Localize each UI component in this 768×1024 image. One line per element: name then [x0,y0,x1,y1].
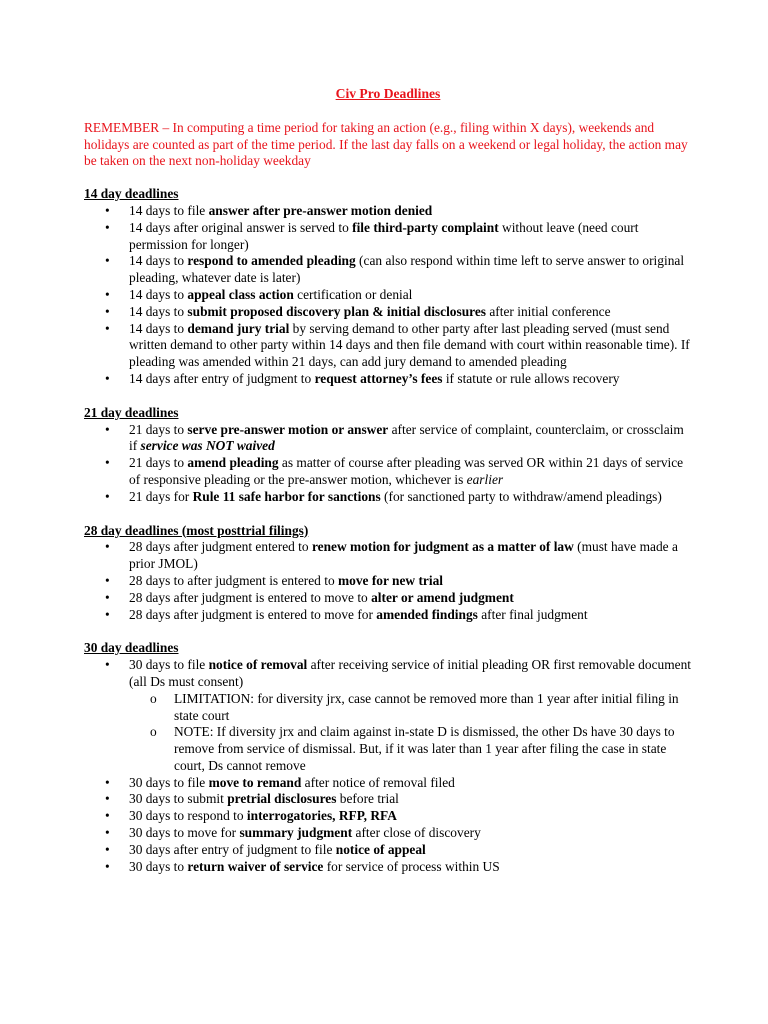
deadline-text [129,287,412,302]
item-text: 28 days after judgment is entered to move for [129,606,377,622]
item-text: NOTE: If diversity jrx and claim against in-state D is dismissed, the other Ds have 30 days to remove from service of dismissal. But, if it was later than 1 year after filing the case in state court, Ds cannot remove [174,724,675,773]
bullet-icon: • [105,303,110,319]
deadline-item [84,607,692,624]
deadline-text [129,455,683,487]
deadline-text [129,775,455,790]
deadline-item [84,842,692,859]
item-text: 30 days to respond to [129,808,247,824]
deadline-text [129,422,684,454]
sub-item [129,691,692,725]
reminder-note: REMEMBER – In computing a time period for taking an action (e.g., filing within X days), weekends and holidays are counted as part of the time period. If the last day falls on a weekend or legal holiday, the action may be taken on the next non-holiday weekday [84,119,688,169]
bullet-icon: • [105,286,110,302]
bullet-icon: • [105,219,110,235]
item-text: 28 days after judgment entered to [129,539,312,555]
deadline-item [84,203,692,220]
item-text: after close of discovery [352,825,481,841]
sub-item-text [174,691,679,723]
item-text: 30 days after entry of judgment to file [129,841,336,857]
item-text: (can also respond within time left to serve answer to original pleading, whatever date is later) [129,253,685,286]
item-text: (must have made a prior JMOL) [129,539,678,572]
bold-term: notice of appeal [335,841,426,857]
deadline-text [129,220,638,252]
document-page [84,86,692,892]
item-text: after final judgment [477,606,588,622]
bold-term: request attorney’s fees [314,370,443,386]
bold-term: renew motion for judgment as a matter of law [311,539,574,555]
item-text: if statute or rule allows recovery [442,370,620,386]
bullet-icon: • [105,370,110,386]
deadline-text [129,321,690,370]
bullet-icon: • [105,606,110,622]
deadline-text [129,590,514,605]
item-text: after initial conference [486,303,611,319]
deadline-item [84,573,692,590]
section-heading: 14 day deadlines [84,186,179,202]
item-text: 14 days after original answer is served to [129,219,353,235]
bold-term: respond to amended pleading [187,253,356,269]
deadline-item [84,825,692,842]
deadline-text [129,808,397,823]
bold-term: Rule 11 safe harbor for sanctions [192,488,381,504]
bold-term: pretrial disclosures [227,791,337,807]
bullet-icon: • [105,825,110,841]
deadline-list [84,657,692,875]
section-30-day-deadlines [84,640,692,875]
item-text: for service of process within US [323,858,500,874]
bold-term: serve pre-answer motion or answer [187,421,389,437]
deadline-item [84,321,692,371]
item-text: certification or denial [293,286,413,302]
item-text: 21 days to [129,421,188,437]
item-text: 28 days after judgment is entered to move to [129,589,372,605]
bold-term: return waiver of service [187,858,324,874]
bold-term: file third-party complaint [352,219,499,235]
sub-item-text [174,724,675,773]
bullet-icon: • [105,421,110,437]
deadline-item [84,304,692,321]
bold-term: appeal class action [187,286,294,302]
section-heading: 21 day deadlines [84,404,179,420]
bold-term: alter or amend judgment [371,589,514,605]
item-text: 14 days to [129,303,188,319]
deadline-item [84,791,692,808]
bold-term: interrogatories, RFP, RFA [246,808,397,824]
deadline-item [84,253,692,287]
deadline-text [129,825,481,840]
bullet-icon: • [105,455,110,471]
deadline-text [129,371,619,386]
item-text: 28 days to after judgment is entered to [129,572,338,588]
item-text: 14 days after entry of judgment to [129,370,315,386]
deadline-item [84,455,692,489]
item-text: after notice of removal filed [301,774,455,790]
item-text: 30 days to move for [129,825,240,841]
section-21-day-deadlines [84,405,692,506]
bold-term: amend pleading [187,455,279,471]
bold-term: move to remand [208,774,302,790]
italic-text: earlier [466,471,504,487]
section-heading: 30 day deadlines [84,640,179,656]
item-text: by serving demand to other party after last pleading served (must send written demand to other party within 14 days and then file demand with court within reasonable time). If pleading was amended within 21 days, can add jury demand to amended pleading [129,320,690,370]
item-text: LIMITATION: for diversity jrx, case cannot be removed more than 1 year after initial filing in state court [174,690,679,723]
deadline-item [84,775,692,792]
item-text: as matter of course after pleading was served OR within 21 days of service of responsive pleading or the pre-answer motion, whichever is [129,455,684,487]
deadline-item [84,539,692,573]
bold-term: submit proposed discovery plan & initial disclosures [187,303,487,319]
bold-term: demand jury trial [187,320,290,336]
item-text: after receiving service of initial pleading OR first removable document (all Ds must consent) [129,657,691,689]
bold-term: notice of removal [208,657,308,673]
deadline-list [84,422,692,506]
bullet-icon: • [105,858,110,874]
bullet-icon: • [105,657,110,673]
item-text: without leave (need court permission for longer) [129,219,639,252]
bullet-icon: • [105,202,110,218]
deadline-item [84,859,692,876]
deadline-text [129,489,662,504]
deadline-list [84,203,692,388]
item-text: 14 days to [129,286,188,302]
item-text: 14 days to file [129,202,209,218]
circle-bullet-icon: o [150,690,157,706]
item-text: 14 days to [129,253,188,269]
bullet-icon: • [105,808,110,824]
item-text: (for sanctioned party to withdraw/amend pleadings) [380,488,662,504]
deadline-text [129,573,443,588]
item-text: 30 days to [129,858,188,874]
bold-term: answer after pre-answer motion denied [208,202,433,218]
bullet-icon: • [105,589,110,605]
bullet-icon: • [105,572,110,588]
deadline-text [129,253,684,285]
bold-term: service was NOT waived [140,438,275,454]
deadline-text [129,791,399,806]
bullet-icon: • [105,539,110,555]
item-text: 30 days to submit [129,791,228,807]
document-title: Civ Pro Deadlines [335,86,441,101]
bullet-icon: • [105,774,110,790]
deadline-text [129,657,691,689]
sub-list [129,691,692,775]
item-text: 21 days for [129,488,193,504]
bullet-icon: • [105,320,110,336]
section-14-day-deadlines [84,186,692,388]
deadline-text [129,203,432,218]
deadline-item [84,287,692,304]
bullet-icon: • [105,253,110,269]
deadline-list [84,539,692,623]
bold-term: summary judgment [239,825,353,841]
deadline-item [84,220,692,254]
item-text: 14 days to [129,320,188,336]
section-heading: 28 day deadlines (most posttrial filings) [84,522,309,538]
deadline-item [84,422,692,456]
section-28-day-deadlines-most-posttrial-filings [84,523,692,624]
deadline-text [129,842,426,857]
deadline-item [84,590,692,607]
deadline-item [84,371,692,388]
item-text: 30 days to file [129,774,209,790]
item-text: before trial [336,791,399,807]
bullet-icon: • [105,791,110,807]
deadline-text [129,859,500,874]
item-text: 30 days to file [129,657,209,673]
item-text: 21 days to [129,455,188,471]
deadline-item [84,489,692,506]
deadline-item [84,808,692,825]
deadline-text [129,607,588,622]
bullet-icon: • [105,841,110,857]
item-text: after service of complaint, counterclaim, or crossclaim if [129,421,684,454]
bold-term: move for new trial [338,572,443,588]
deadline-item [84,657,692,775]
circle-bullet-icon: o [150,724,157,740]
bullet-icon: • [105,488,110,504]
deadline-text [129,304,611,319]
sub-item [129,724,692,774]
deadline-sections [84,186,692,875]
bold-term: amended findings [376,606,478,622]
deadline-text [129,539,678,571]
